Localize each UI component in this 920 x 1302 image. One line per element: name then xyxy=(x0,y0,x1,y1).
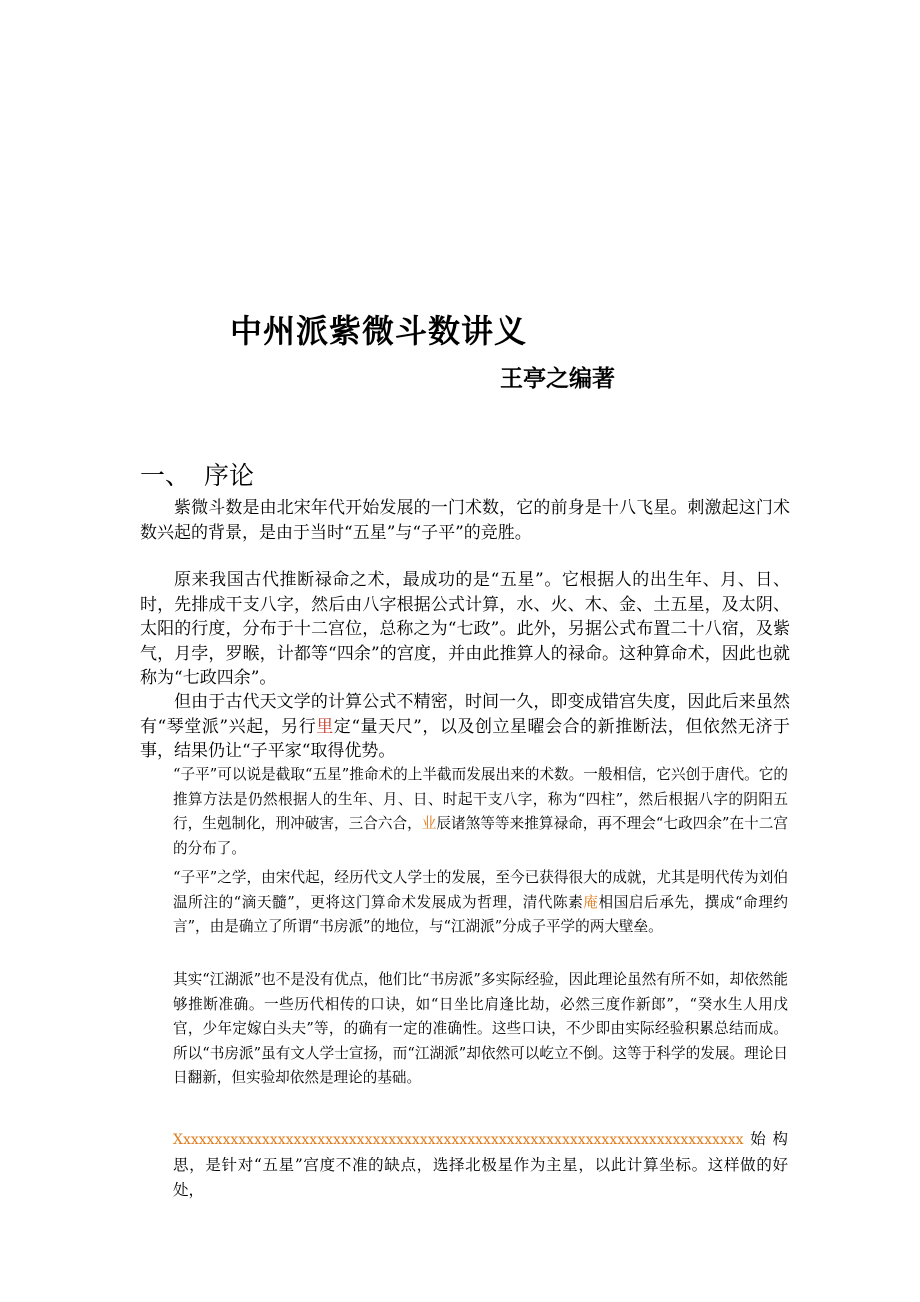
paragraph-1: 紫微斗数是由北宋年代开始发展的一门术数，它的前身是十八飞星。刺激起这门术数兴起的背景，是由于当时“五星”与“子平”的竞胜。 xyxy=(140,498,790,543)
paragraph-5-part-a: “子平”之学，由宋代起，经历代文人学士的发展，至今已获得很大的成就，尤其是明代传为刘伯温所注的“滴天髓”，更将这门算命术发展成为哲理，清代陈素 xyxy=(173,869,788,911)
paragraph-4-highlight: 业 xyxy=(421,815,437,832)
paragraph-4 xyxy=(173,763,788,861)
paragraph-3 xyxy=(140,690,790,764)
section-heading xyxy=(140,456,254,492)
paragraph-5-part-b: 相国启后承先，撰成“命理约言”，由是确立了所谓“书房派”的地位，与“江湖派”分成子平学的两大壁垒。 xyxy=(173,893,788,935)
section-number: 一、 xyxy=(140,461,191,490)
paragraph-3-part-a: 但由于古代天文学的计算公式不精密，时间一久，即变成错宫失度，因此后来虽然有“琴堂派”兴起，另行 xyxy=(140,692,790,737)
paragraph-4-part-b: 辰诸煞等等来推算禄命，再不理会“七政四余”在十二宫的分布了。 xyxy=(173,815,788,857)
section-title: 序论 xyxy=(204,461,255,490)
paragraph-6: 其实“江湖派”也不是没有优点，他们比“书房派”多实际经验，因此理论虽然有所不如，却依然能够推断准确。一些历代相传的口诀，如“日坐比肩逢比劫，必然三度作新郎”，“癸水生人用戊官，少年定嫁白头夫”等，的确有一定的准确性。这些口诀，不少即由实际经验积累总结而成。所以“书房派”虽有文人学士宣扬，而“江湖派”却依然可以屹立不倒。这等于科学的发展。理论日日翻新，但实验却依然是理论的基础。 xyxy=(173,971,788,1086)
paragraph-7-part-b: 始构思，是针对“五星”宫度不准的缺点，选择北极星作为主星，以此计算坐标。这样做的好处， xyxy=(173,1130,788,1199)
paragraph-3-highlight: 里 xyxy=(316,716,334,737)
paragraph-7 xyxy=(173,1127,788,1203)
paragraph-5-highlight: 庵 xyxy=(583,893,599,911)
paragraph-7-placeholder-run: Xxxxxxxxxxxxxxxxxxxxxxxxxxxxxxxxxxxxxxxxxxxxxxxxxxxxxxxxxxxxxxxxxxxxxxxx xyxy=(173,1132,744,1148)
document-title: 中州派紫微斗数讲义 xyxy=(230,312,528,350)
paragraph-4-part-a: “子平”可以说是截取“五星”推命术的上半截而发展出来的术数。一般相信，它兴创于唐代。它的推算方法是仍然根据人的生年、月、日、时起干支八字，称为“四柱”，然后根据八字的阴阳五行，生剋制化，刑冲破害，三合六合， xyxy=(173,766,788,832)
paragraph-3-part-b: 定“量天尺”，以及创立星曜会合的新推断法，但依然无济于事，结果仍让“子平家“取得优势。 xyxy=(140,716,790,761)
document-author: 王亭之编著 xyxy=(500,366,615,392)
paragraph-2: 原来我国古代推断禄命之术，最成功的是“五星”。它根据人的出生年、月、日、时，先排成干支八字，然后由八字根据公式计算，水、火、木、金、土五星，及太阴、太阳的行度，分布于十二宫位，总称之为“七政”。此外，另据公式布置二十八宿，及紫气，月孛，罗睺，计都等“四余”的宫度，并由此推算人的禄命。这种算命术，因此也就称为“七政四余”。 xyxy=(140,570,790,688)
paragraph-5 xyxy=(173,866,788,940)
